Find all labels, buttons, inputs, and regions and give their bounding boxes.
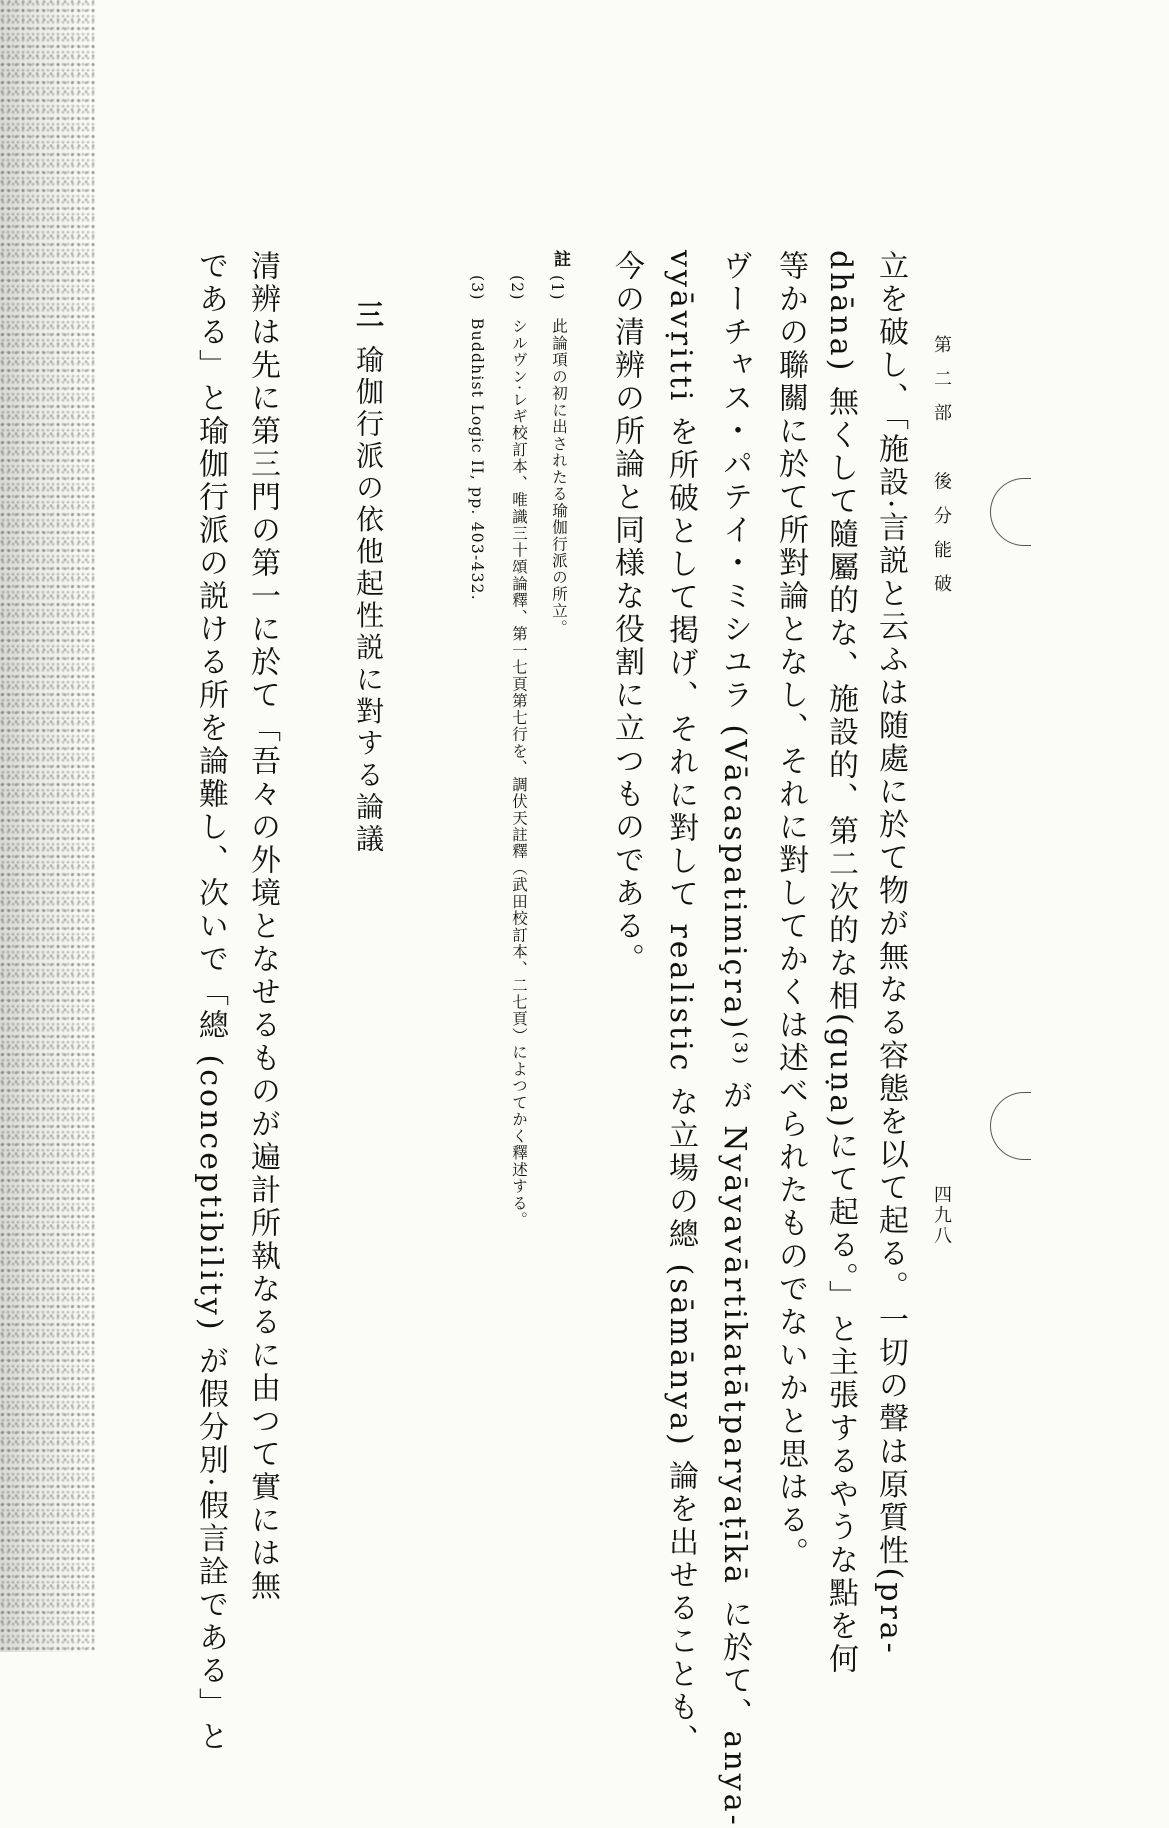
- body-line: である」と瑜伽行派の説ける所を論難し、次いで「總 (conceptibility) が假分別·假言詮である」と: [193, 250, 228, 1754]
- body-line: 立を破し、「施設·言説と云ふは随處に於て物が無なる容態を以て起る。一切の聲は原質性(pra-: [873, 250, 908, 1656]
- note-text: Buddhist Logic II, pp. 403-432.: [468, 318, 486, 601]
- body-line: dhāna) 無くして隨屬的な、施設的、第二次的な相(guṇa)にて起る。」と主張するやうな點を何: [823, 250, 858, 1676]
- note-text: シルヴン·レギ校訂本、唯識三十頌論釋、第一七頁第七行を、調伏天註釋（武田校訂本、二七頁）によつてかく釋述する。: [510, 318, 528, 1229]
- scan-mark: [990, 1092, 1031, 1160]
- running-header: 第二部 後分能破: [931, 335, 952, 609]
- notes-label: 註: [550, 250, 570, 269]
- scan-mark: [990, 478, 1031, 546]
- section-title: 瑜伽行派の依他起性説に對する論議: [352, 345, 385, 856]
- note-mark: (3): [468, 275, 486, 301]
- body-line: ヴーチャス・パテイ・ミシユラ (Vācaspatimiçra)⁽³⁾ が Nyāyavārtikatātparyaṭīkā に於て、anya-: [717, 250, 752, 1828]
- page-number: 四九八: [931, 1185, 952, 1248]
- note-mark: (1): [548, 275, 566, 301]
- note-mark: (2): [508, 275, 526, 301]
- section-number: 三: [352, 300, 385, 332]
- body-line: vyāvṛitti を所破として掲げ、それに對して realistic な立場の總 (sāmānya) 論を出せることも、: [663, 250, 698, 1758]
- body-line: 等かの聯關に於て所對論となし、それに對してかくは述べられたものでないかと思はる。: [773, 250, 808, 1570]
- note-text: 此論項の初に出されたる瑜伽行派の所立。: [550, 318, 568, 637]
- body-line: 今の清辨の所論と同様な役割に立つものである。: [609, 250, 644, 976]
- body-line: 清辨は先に第三門の第一に於て「吾々の外境となせるものが遍計所執なるに由つて實には無: [245, 250, 280, 1603]
- book-binding-edge: [0, 0, 95, 1652]
